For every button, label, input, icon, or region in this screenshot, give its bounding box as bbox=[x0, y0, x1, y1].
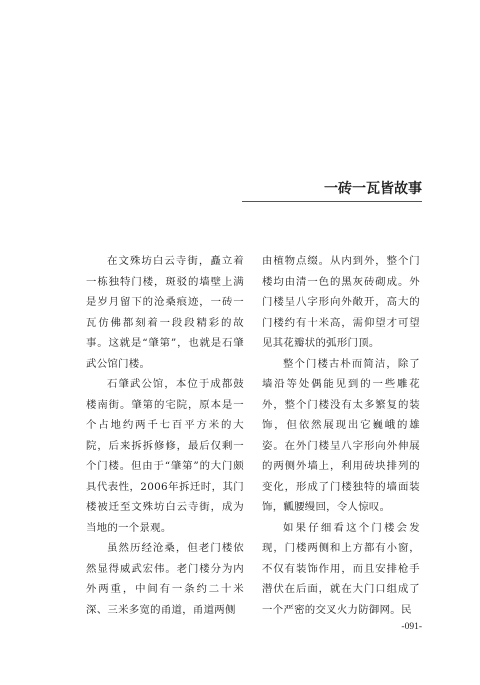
paragraph: 石肇武公馆，本位于成都鼓楼南街。肇第的宅院，原本是一个占地约两千七百平方米的大院，后来拆拆修修，最后仅剩一个门楼。但由于“肇第”的大门颇具代表性，2006年拆迁时，其门楼被迁至文殊坊白云寺街，成为当地的一个景观。 bbox=[86, 378, 244, 534]
title-rule bbox=[242, 201, 422, 202]
article-title: 一砖一瓦皆故事 bbox=[324, 181, 422, 197]
paragraph: 如果仔细看这个门楼会发现，门楼两侧和上方都有小窗，不仅有装饰作用，而且安排枪手潜伏在后面，就在大门口组成了一个严密的交叉火力防御网。民 bbox=[262, 521, 420, 616]
right-column bbox=[262, 251, 420, 620]
paragraph-continued: 由植物点缀。从内到外，整个门楼均由清一色的黑灰砖砌成。外门楼呈八字形向外敞开，高大的门楼约有十米高，需仰望才可望见其花瓣状的弧形门顶。 bbox=[262, 255, 420, 349]
page-number: -091- bbox=[401, 622, 422, 632]
paragraph: 在文殊坊白云寺街，矗立着一栋独特门楼，斑驳的墙壁上满是岁月留下的沧桑痕迹，一砖一瓦仿佛都刻着一段段精彩的故事。这就是“肇第”，也就是石肇武公馆门楼。 bbox=[86, 255, 244, 370]
left-column bbox=[86, 251, 244, 620]
paragraph: 虽然历经沧桑，但老门楼依然显得威武宏伟。老门楼分为内外两重，中间有一条约二十米深、三米多宽的甬道，甬道两侧 bbox=[86, 542, 244, 616]
paragraph: 整个门楼古朴而简洁，除了墙沿等处偶能见到的一些雕花外，整个门楼没有太多繁复的装饰，但依然展现出它巍峨的雄姿。在外门楼呈八字形向外伸展的两侧外墙上，利用砖块排列的变化，形成了门楼独特的墙面装饰，瓤腰缦回，令人惊叹。 bbox=[262, 357, 420, 513]
